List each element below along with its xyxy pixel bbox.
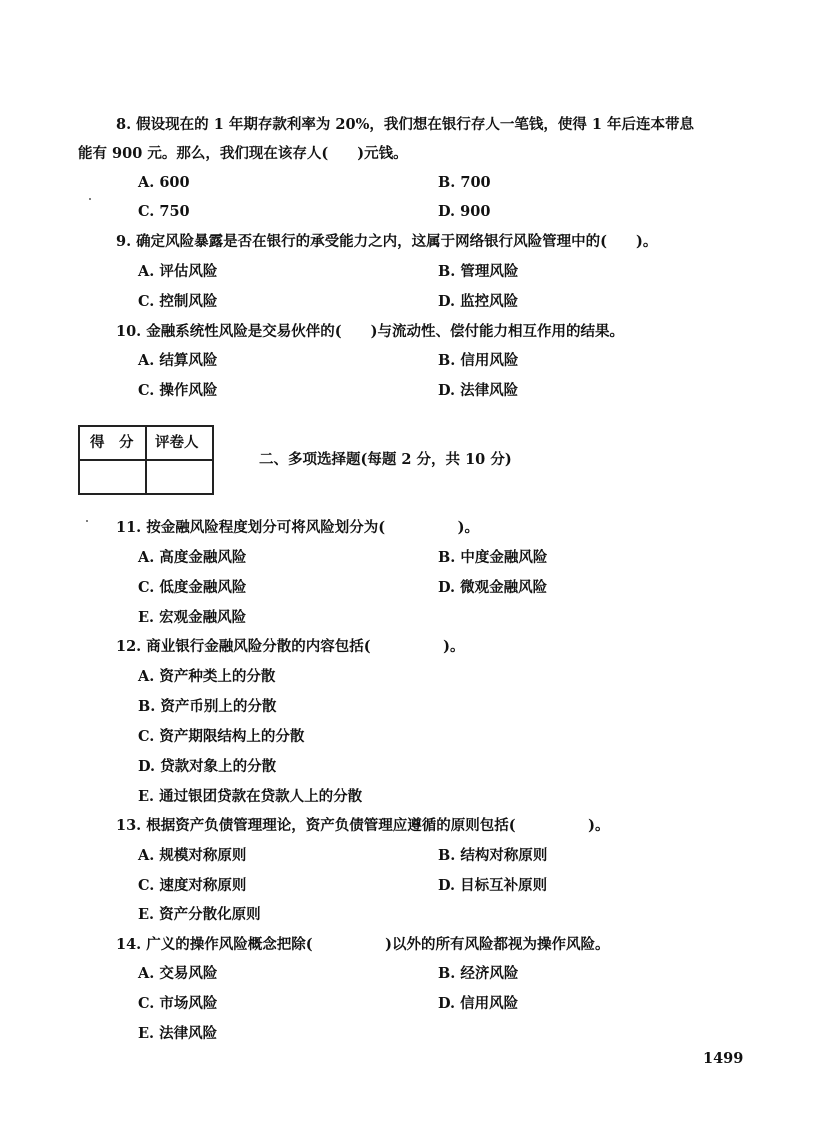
q12-option-b: B. 资产币别上的分散: [138, 698, 277, 715]
q8-option-a: A. 600: [138, 174, 190, 191]
q11-option-d: D. 微观金融风险: [438, 579, 548, 596]
q12-option-a: A. 资产种类上的分散: [138, 668, 276, 685]
section-title: 二、多项选择题(每题 2 分，共 10 分): [259, 451, 512, 468]
q14-option-d: D. 信用风险: [438, 995, 519, 1012]
q11-option-e: E. 宏观金融风险: [138, 609, 247, 626]
q10-option-b: B. 信用风险: [438, 352, 519, 369]
q8-text-line2: 能有 900 元。那么，我们现在该存人( )元钱。: [78, 145, 408, 162]
score-box: [78, 425, 214, 495]
q10-option-d: D. 法律风险: [438, 382, 519, 399]
q14-option-e: E. 法律风险: [138, 1025, 218, 1042]
q13-text: 13. 根据资产负债管理理论，资产负债管理应遵循的原则包括( )。: [116, 817, 610, 834]
q13-option-b: B. 结构对称原则: [438, 847, 548, 864]
q9-text: 9. 确定风险暴露是否在银行的承受能力之内，这属于网络银行风险管理中的( )。: [116, 233, 658, 250]
scan-speck: [86, 520, 88, 522]
q9-option-d: D. 监控风险: [438, 293, 519, 310]
q13-option-d: D. 目标互补原则: [438, 877, 548, 894]
q9-option-a: A. 评估风险: [138, 263, 218, 280]
q14-option-c: C. 市场风险: [138, 995, 218, 1012]
q11-option-a: A. 高度金融风险: [138, 549, 247, 566]
grader-label: 评卷人: [155, 434, 199, 451]
page-number: 1499: [703, 1050, 744, 1067]
scan-speck: [89, 198, 91, 200]
q14-text: 14. 广义的操作风险概念把除( )以外的所有风险都视为操作风险。: [116, 936, 610, 953]
q13-option-a: A. 规模对称原则: [138, 847, 247, 864]
score-box-divider: [80, 459, 212, 461]
q8-option-b: B. 700: [438, 174, 491, 191]
q8-option-d: D. 900: [438, 203, 491, 220]
q11-option-c: C. 低度金融风险: [138, 579, 247, 596]
q12-option-d: D. 贷款对象上的分散: [138, 758, 277, 775]
q11-text: 11. 按金融风险程度划分可将风险划分为( )。: [116, 519, 479, 536]
q13-option-c: C. 速度对称原则: [138, 877, 247, 894]
q8-option-c: C. 750: [138, 203, 190, 220]
q10-text: 10. 金融系统性风险是交易伙伴的( )与流动性、偿付能力相互作用的结果。: [116, 323, 624, 340]
q11-option-b: B. 中度金融风险: [438, 549, 548, 566]
q9-option-b: B. 管理风险: [438, 263, 519, 280]
q12-option-c: C. 资产期限结构上的分散: [138, 728, 305, 745]
q12-text: 12. 商业银行金融风险分散的内容包括( )。: [116, 638, 465, 655]
q10-option-a: A. 结算风险: [138, 352, 218, 369]
q13-option-e: E. 资产分散化原则: [138, 906, 261, 923]
q9-option-c: C. 控制风险: [138, 293, 218, 310]
q8-text-line1: 8. 假设现在的 1 年期存款利率为 20%，我们想在银行存人一笔钱，使得 1 年后连本带息: [116, 116, 695, 133]
score-label: 得 分: [90, 434, 134, 451]
q10-option-c: C. 操作风险: [138, 382, 218, 399]
q14-option-b: B. 经济风险: [438, 965, 519, 982]
q14-option-a: A. 交易风险: [138, 965, 218, 982]
q12-option-e: E. 通过银团贷款在贷款人上的分散: [138, 788, 363, 805]
